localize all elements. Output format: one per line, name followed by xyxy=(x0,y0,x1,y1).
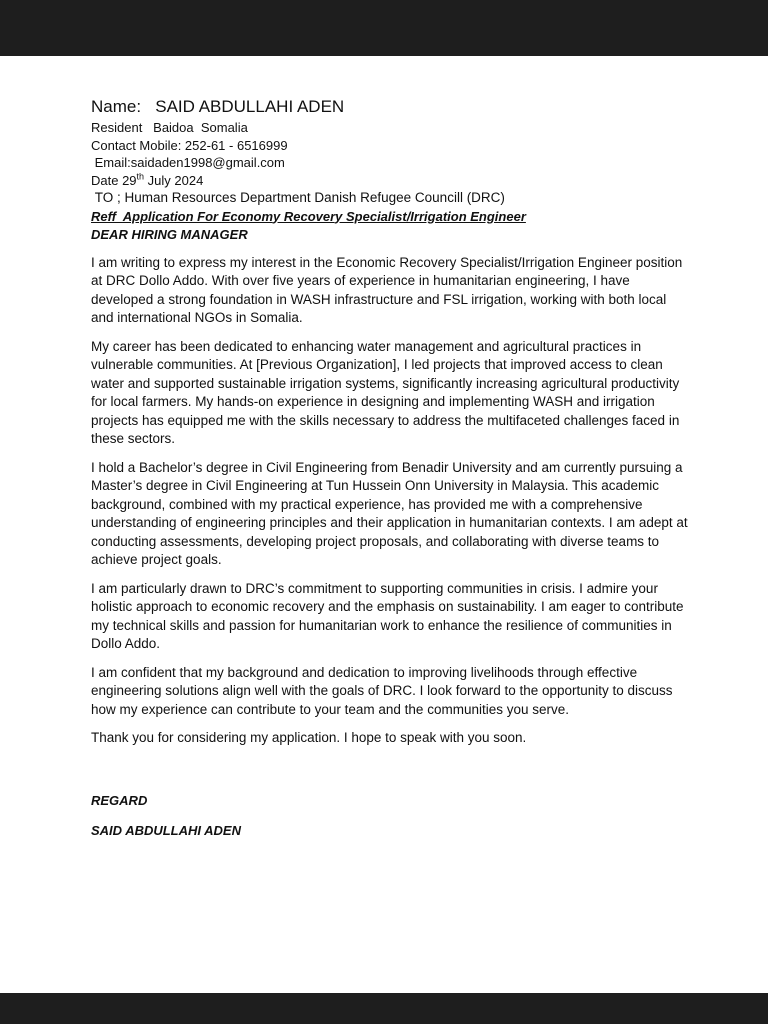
date-ordinal-superscript: th xyxy=(136,171,145,182)
body-paragraph-3: I hold a Bachelor’s degree in Civil Engineering from Benadir University and am currently pursuing a Master’s degree in Civil Engineering at Tun Hussein Onn University in Malaysia. This academic background, combined with my practical experience, has provided me with a comprehensive understanding of engineering principles and their application in humanitarian contexts. I am adept at conducting assessments, developing project proposals, and collaborating with diverse teams to achieve project goals. xyxy=(91,459,688,567)
signature: SAID ABDULLAHI ADEN xyxy=(91,822,241,838)
date-suffix: July 2024 xyxy=(144,172,204,188)
salutation: DEAR HIRING MANAGER xyxy=(91,226,248,242)
document-page xyxy=(0,56,768,993)
body-paragraph-5: I am confident that my background and dedication to improving livelihoods through effective engineering solutions align well with the goals of DRC. I look forward to the opportunity to discuss how my experience can contribute to your team and the communities you serve. xyxy=(91,664,673,717)
body-paragraph-2: My career has been dedicated to enhancing water management and agricultural practices in vulnerable communities. At [Previous Organization], I led projects that improved access to clean water and supported sustainable irrigation systems, significantly increasing agricultural productivity for local farmers. My hands-on experience in designing and implementing WASH and irrigation projects has equipped me with the skills necessary to address the multifaceted challenges faced in these sectors. xyxy=(91,338,680,446)
body-paragraph-4: I am particularly drawn to DRC’s commitment to supporting communities in crisis. I admire your holistic approach to economic recovery and the emphasis on sustainability. I am eager to contribute my technical skills and passion for humanitarian work to enhance the resilience of communities in Dollo Addo. xyxy=(91,580,684,651)
body-paragraph-1: I am writing to express my interest in the Economic Recovery Specialist/Irrigation Engineer position at DRC Dollo Addo. With over five years of experience in humanitarian engineering, I have developed a strong foundation in WASH infrastructure and FSL irrigation, working with both local and international NGOs in Somalia. xyxy=(91,254,683,325)
email-line: Email:saidaden1998@gmail.com xyxy=(91,155,285,170)
name-line: Name: SAID ABDULLAHI ADEN xyxy=(91,97,345,116)
to-line: TO ; Human Resources Department Danish Refugee Councill (DRC) xyxy=(91,190,505,205)
subject-line: Reff Application For Economy Recovery Specialist/Irrigation Engineer xyxy=(91,208,526,224)
closing-regard: REGARD xyxy=(91,792,148,808)
contact-line: Contact Mobile: 252-61 - 6516999 xyxy=(91,137,288,153)
date-line xyxy=(91,172,691,190)
body-paragraph-6: Thank you for considering my application. I hope to speak with you soon. xyxy=(91,730,527,745)
date-prefix: Date 29 xyxy=(91,172,137,188)
bottom-letterbox-bar xyxy=(0,993,768,1024)
top-letterbox-bar xyxy=(0,0,768,56)
resident-line: Resident Baidoa Somalia xyxy=(91,120,248,135)
